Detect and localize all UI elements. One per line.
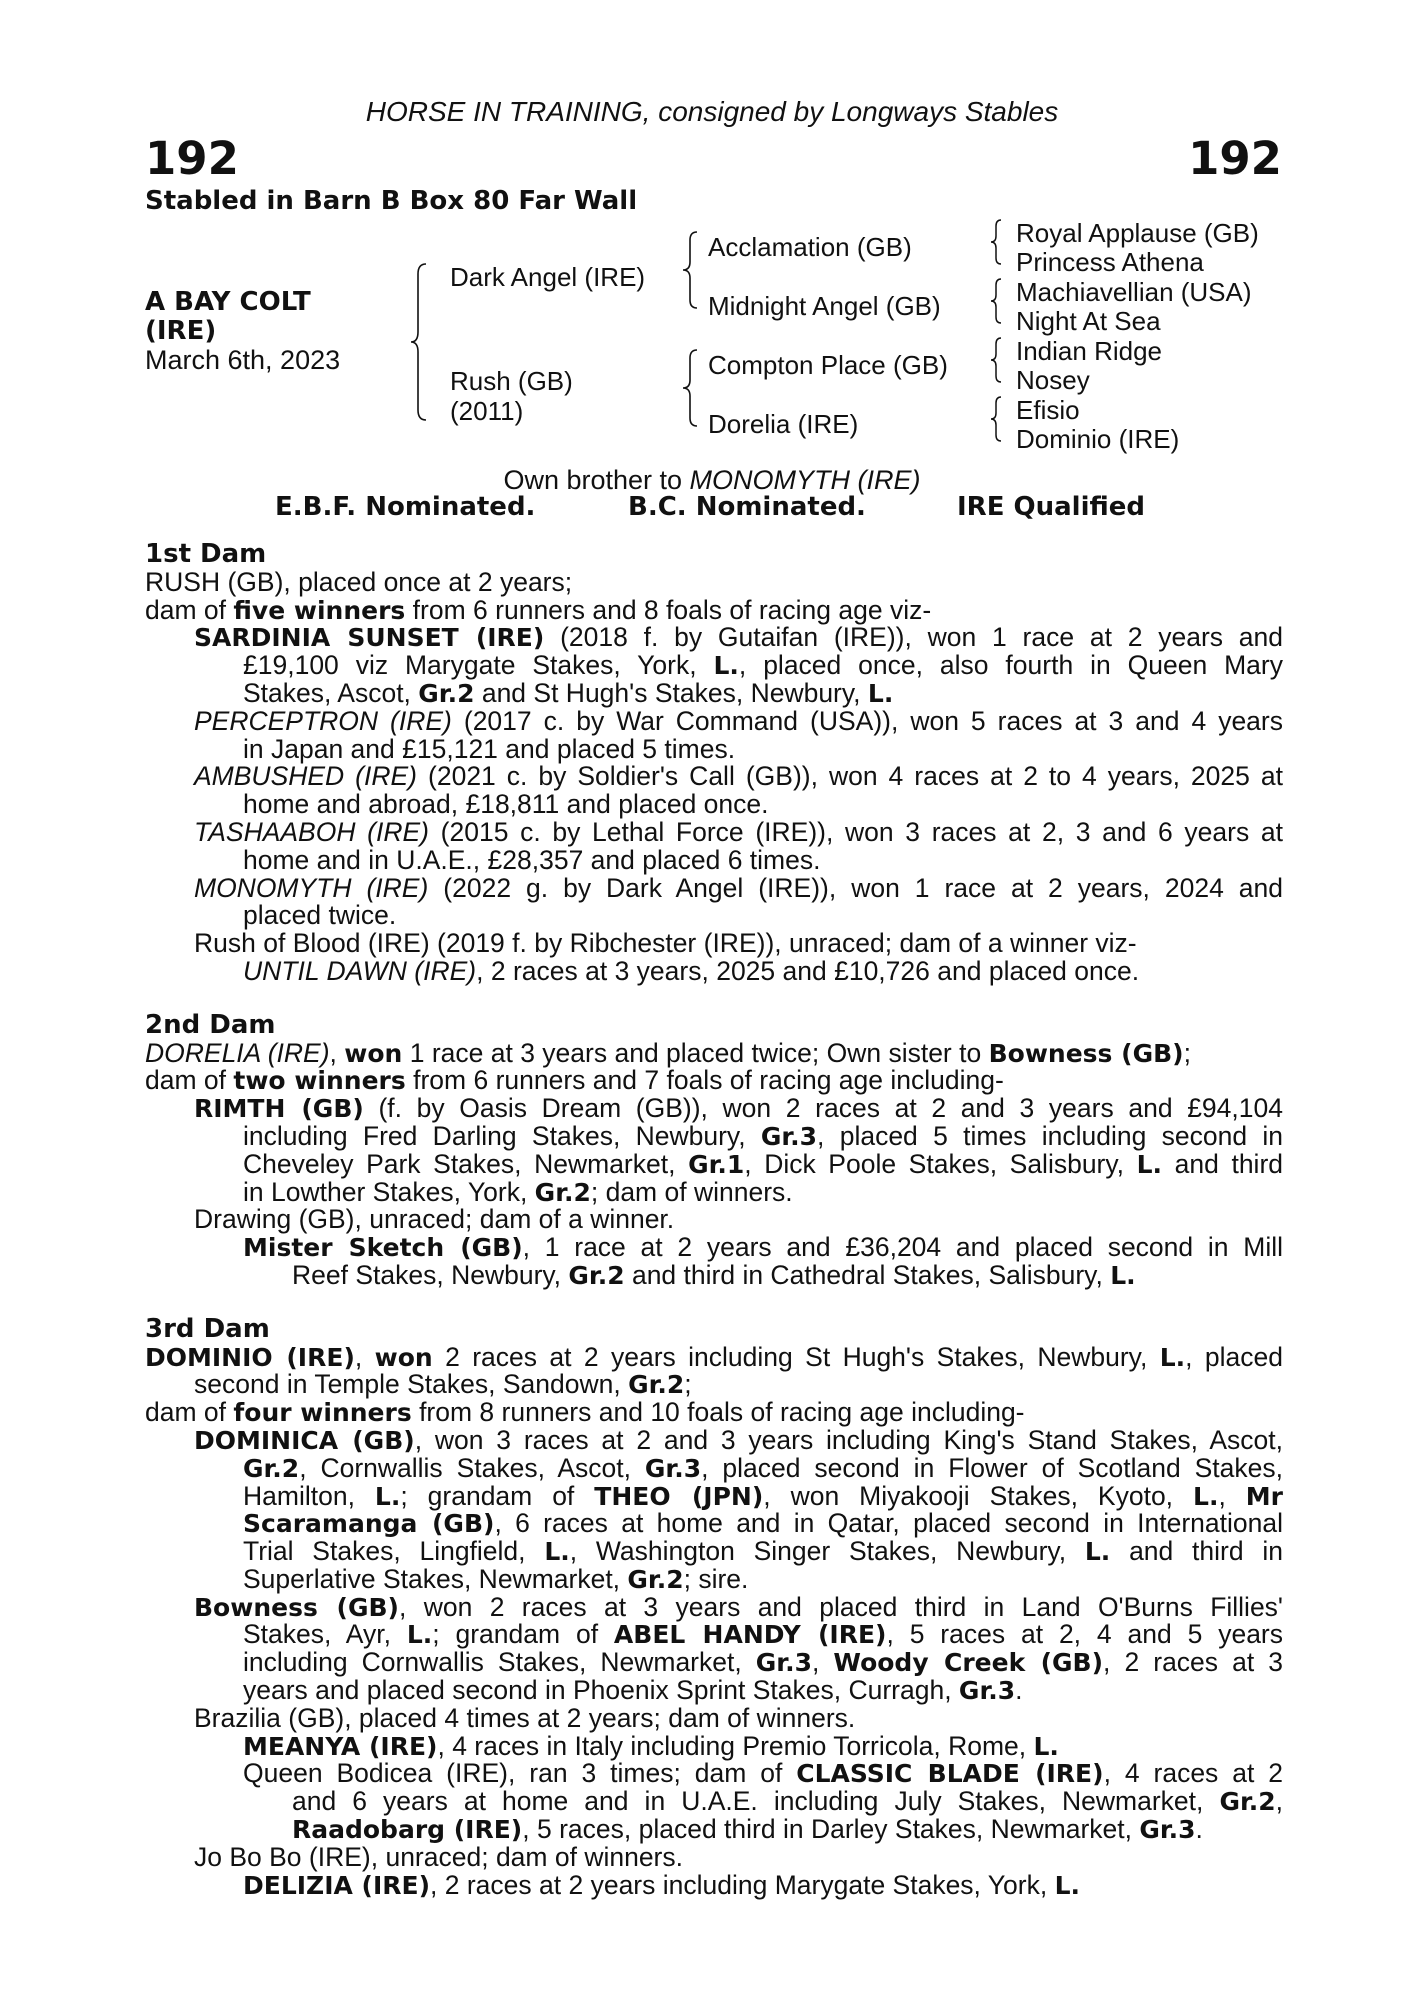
- pedigree-line: [145, 1649, 1283, 1677]
- pedigree-line: [145, 677, 1283, 708]
- bold-text: ABEL HANDY (IRE): [613, 1620, 887, 1650]
- pedigree-line: [145, 844, 1283, 875]
- text: placed twice.: [243, 900, 397, 931]
- pedigree-line: [145, 1234, 1283, 1262]
- dam-section: [145, 1313, 1284, 1900]
- text: home and abroad, £18,811 and placed once.: [243, 789, 769, 820]
- bold-text: Gr.3: [1139, 1815, 1196, 1845]
- text: including Fred Darling Stakes, Newbury,: [243, 1120, 761, 1151]
- pedigree-sire: Dark Angel (IRE): [450, 262, 646, 292]
- text: Rush of Blood (IRE) (2019 f. by Ribchester (IRE)), unraced; dam of a winner viz-: [194, 928, 1137, 959]
- pedigree-brace-sire: [680, 230, 700, 310]
- pedigree-line: [145, 1259, 1283, 1290]
- bold-text: L.: [1110, 1260, 1136, 1290]
- pedigree-ddd: Dominio (IRE): [1016, 424, 1180, 454]
- pedigree-line: [145, 816, 1284, 847]
- text: in Japan and £15,121 and placed 5 times.: [243, 733, 736, 764]
- pedigree-ssd: Princess Athena: [1016, 247, 1204, 277]
- bold-text: L.: [713, 651, 739, 681]
- pedigree-line: [145, 1371, 1283, 1399]
- text: ,: [1275, 1786, 1283, 1817]
- text: and third in: [1110, 1536, 1283, 1567]
- text: and third: [1162, 1148, 1284, 1179]
- pedigree-brace-main: [408, 262, 430, 422]
- bold-text: L.: [544, 1537, 570, 1567]
- text: , placed: [1185, 1341, 1283, 1372]
- text: ,: [354, 1341, 375, 1372]
- pedigree-brace-ss: [988, 218, 1004, 266]
- pedigree-dss: Indian Ridge: [1016, 336, 1162, 366]
- pedigree-dds: Efisio: [1016, 395, 1080, 425]
- pedigree-line: [145, 624, 1283, 652]
- pedigree-line: [145, 791, 1283, 819]
- text: , 6 races at home and in Qatar, placed second in International: [494, 1508, 1283, 1539]
- bold-text: Mister Sketch (GB): [243, 1233, 523, 1263]
- text: , 4 races at 2: [1103, 1758, 1283, 1789]
- pedigree-line: [145, 1037, 1283, 1068]
- pedigree-line: [145, 1399, 1283, 1427]
- italic-text: DORELIA (IRE): [145, 1037, 330, 1068]
- bold-text: Gr.2: [628, 1370, 685, 1400]
- italic-text: UNTIL DAWN (IRE): [243, 955, 477, 986]
- ire-qualified: IRE Qualified: [957, 492, 1146, 522]
- text: and third in Cathedral Stakes, Salisbury,: [624, 1259, 1111, 1290]
- pedigree-brace-dam: [680, 348, 700, 428]
- text: from 6 runners and 7 foals of racing age including-: [405, 1065, 1004, 1096]
- text: from 6 runners and 8 foals of racing age viz-: [405, 594, 932, 625]
- text: , 2 races at 3 years, 2025 and £10,726 and placed once.: [476, 955, 1140, 986]
- text: second in Temple Stakes, Sandown,: [194, 1369, 629, 1400]
- pedigree-line: [145, 1591, 1283, 1622]
- text: Stakes, Ayr,: [243, 1619, 407, 1650]
- text: (f. by Oasis Dream (GB)), won 2 races at 2 and 3 years and £94,104: [363, 1093, 1283, 1124]
- bold-text: Gr.2: [243, 1453, 300, 1483]
- text: RUSH (GB), placed once at 2 years;: [145, 566, 573, 597]
- text: , 5 races, placed third in Darley Stakes, Newmarket,: [522, 1814, 1140, 1845]
- pedigree-line: [145, 705, 1283, 736]
- pedigree-line: [145, 1563, 1283, 1594]
- text: Brazilia (GB), placed 4 times at 2 years; dam of winners.: [194, 1702, 856, 1733]
- horse-description: [145, 288, 340, 375]
- bold-text: Raadobarg (IRE): [292, 1815, 523, 1845]
- pedigree-brace-sd: [988, 277, 1004, 325]
- text: ; grandam of: [400, 1480, 595, 1511]
- section-gap: [145, 986, 1283, 1012]
- horse-sex-color: A BAY COLT: [145, 287, 311, 317]
- pedigree-line: [145, 1730, 1283, 1761]
- bold-text: four winners: [233, 1398, 412, 1428]
- dam-sections: [145, 541, 1283, 1899]
- text: in Lowther Stakes, York,: [243, 1176, 535, 1207]
- pedigree-line: [145, 1621, 1283, 1649]
- section-heading: 3rd Dam: [145, 1313, 270, 1344]
- text: Superlative Stakes, Newmarket,: [243, 1563, 628, 1594]
- pedigree-line: [145, 1816, 1283, 1844]
- bold-text: Gr.3: [760, 1121, 818, 1151]
- own-brother-name: MONOMYTH (IRE): [689, 465, 921, 495]
- pedigree-line: [145, 1702, 1283, 1733]
- pedigree-line: [145, 1176, 1283, 1207]
- text: , placed once, also fourth in Queen Mary: [738, 650, 1283, 681]
- text: £19,100 viz Marygate Stakes, York,: [243, 650, 714, 681]
- pedigree-dam-year: (2011): [450, 396, 524, 426]
- dam-section: [145, 541, 1283, 986]
- pedigree-line: [145, 1480, 1283, 1511]
- bold-text: won: [374, 1342, 433, 1372]
- text: dam of: [145, 1397, 234, 1428]
- pedigree-line: [145, 1841, 1283, 1872]
- pedigree-line: [145, 566, 1283, 597]
- own-brother-prefix: Own brother to: [503, 465, 690, 495]
- text: , 2 races at 3: [1103, 1647, 1283, 1678]
- text: , won 2 races at 3 years and placed third in Land O'Burns Fillies': [398, 1591, 1283, 1622]
- text: Queen Bodicea (IRE), ran 3 times; dam of: [243, 1758, 797, 1789]
- text: ; grandam of: [432, 1619, 614, 1650]
- pedigree-dam-sire: Compton Place (GB): [708, 350, 948, 380]
- section-heading: 2nd Dam: [145, 1009, 276, 1040]
- text: , 1 race at 2 years and £36,204 and placed second in Mill: [522, 1232, 1284, 1263]
- pedigree-dsd: Nosey: [1016, 365, 1090, 395]
- bold-text: THEO (JPN): [594, 1481, 764, 1511]
- text: Hamilton,: [243, 1480, 375, 1511]
- horse-origin: (IRE): [145, 316, 217, 346]
- text: (2015 c. by Lethal Force (IRE)), won 3 races at 2, 3 and 6 years at: [428, 816, 1284, 847]
- text: dam of: [145, 594, 234, 625]
- pedigree-line: [145, 1452, 1283, 1483]
- pedigree-brace-dd: [988, 395, 1004, 443]
- pedigree-line: [145, 1788, 1283, 1816]
- pedigree-line: [145, 1095, 1283, 1123]
- italic-text: PERCEPTRON (IRE): [194, 705, 452, 736]
- italic-text: TASHAABOH (IRE): [194, 816, 429, 847]
- pedigree-dam: Rush (GB): [450, 366, 573, 396]
- bold-text: SARDINIA SUNSET (IRE): [194, 623, 545, 653]
- text: dam of: [145, 1065, 234, 1096]
- pedigree-line: [145, 1206, 1283, 1234]
- lot-number-left: 192: [145, 132, 239, 185]
- pedigree-line: [145, 902, 1283, 930]
- pedigree-line: [145, 1148, 1284, 1179]
- bold-text: Mr: [1245, 1481, 1283, 1511]
- pedigree-line: [145, 1067, 1283, 1095]
- bold-text: Gr.2: [534, 1177, 591, 1207]
- text: home and in U.A.E., £28,357 and placed 6 times.: [243, 844, 821, 875]
- bold-text: Bowness (GB): [988, 1038, 1184, 1068]
- pedigree-line: [145, 1510, 1283, 1538]
- pedigree-line: [145, 1120, 1283, 1151]
- bold-text: RIMTH (GB): [194, 1094, 364, 1124]
- bold-text: L.: [1136, 1149, 1163, 1179]
- section-heading: 1st Dam: [145, 539, 267, 569]
- bold-text: Scaramanga (GB): [243, 1509, 495, 1539]
- text: ,: [329, 1037, 345, 1068]
- text: , placed second in Flower of Scotland Stakes,: [701, 1452, 1283, 1483]
- pedigree-line: [145, 1677, 1283, 1705]
- text: 1 race at 3 years and placed twice; Own sister to: [402, 1037, 989, 1068]
- pedigree-brace-ds: [988, 336, 1004, 384]
- text: ,: [1218, 1480, 1246, 1511]
- pedigree-line: [145, 872, 1284, 903]
- pedigree-line: [145, 930, 1283, 958]
- bc-nominated: B.C. Nominated.: [628, 492, 866, 522]
- text: , Dick Poole Stakes, Salisbury,: [744, 1148, 1137, 1179]
- text: Reef Stakes, Newbury,: [292, 1259, 569, 1290]
- bold-text: DOMINIO (IRE): [145, 1342, 355, 1372]
- stabled-location: Stabled in Barn B Box 80 Far Wall: [145, 186, 638, 216]
- pedigree-line: [145, 955, 1283, 986]
- bold-text: Gr.2: [568, 1260, 625, 1290]
- bold-text: L.: [406, 1620, 433, 1650]
- text: ;: [1183, 1037, 1191, 1068]
- text: ; dam of winners.: [590, 1176, 793, 1207]
- lot-number-right: 192: [1188, 132, 1282, 185]
- text: , 5 races at 2, 4 and 5 years: [886, 1619, 1284, 1650]
- italic-text: MONOMYTH (IRE): [194, 872, 429, 903]
- pedigree-sire-dam: Midnight Angel (GB): [708, 291, 941, 321]
- text: and St Hugh's Stakes, Newbury,: [474, 677, 868, 708]
- bold-text: L.: [1193, 1481, 1219, 1511]
- bold-text: DOMINICA (GB): [194, 1425, 415, 1455]
- text: Stakes, Ascot,: [243, 677, 419, 708]
- pedigree-line: [145, 733, 1283, 764]
- bold-text: Bowness (GB): [194, 1592, 399, 1622]
- ebf-nominated: E.B.F. Nominated.: [275, 492, 536, 522]
- bold-text: L.: [1033, 1731, 1059, 1761]
- bold-text: MEANYA (IRE): [243, 1731, 438, 1761]
- pedigree-line: [145, 1341, 1283, 1372]
- text: ,: [811, 1647, 834, 1678]
- text: .: [1015, 1675, 1023, 1706]
- bold-text: Gr.3: [644, 1453, 702, 1483]
- text: ; sire.: [683, 1563, 749, 1594]
- pedigree-sire-sire: Acclamation (GB): [708, 232, 912, 262]
- text: (2021 c. by Soldier's Call (GB)), won 4 races at 2 to 4 years, 2025 at: [417, 761, 1283, 792]
- pedigree-line: [145, 594, 1283, 625]
- bold-text: L.: [1054, 1870, 1081, 1900]
- text: Drawing (GB), unraced; dam of a winner.: [194, 1204, 675, 1235]
- pedigree-dam-dam: Dorelia (IRE): [708, 409, 859, 439]
- pedigree-sss: Royal Applause (GB): [1016, 218, 1259, 248]
- text: (2022 g. by Dark Angel (IRE)), won 1 race at 2 years, 2024 and: [428, 872, 1284, 903]
- pedigree-line: [145, 1538, 1283, 1566]
- pedigree-line: [145, 763, 1283, 791]
- pedigree-line: [145, 1760, 1283, 1788]
- pedigree-line: [145, 652, 1283, 680]
- consignment-line: HORSE IN TRAINING, consigned by Longways Stables: [365, 96, 1059, 127]
- text: .: [1195, 1814, 1203, 1845]
- bold-text: Gr.2: [627, 1564, 684, 1594]
- text: , Washington Singer Stakes, Newbury,: [569, 1536, 1085, 1567]
- text: and 6 years at home and in U.A.E. including July Stakes, Newmarket,: [292, 1786, 1220, 1817]
- italic-text: AMBUSHED (IRE): [194, 761, 418, 792]
- horse-dob: March 6th, 2023: [145, 345, 341, 375]
- bold-text: Gr.3: [958, 1676, 1016, 1706]
- bold-text: L.: [374, 1481, 401, 1511]
- text: including Cornwallis Stakes, Newmarket,: [243, 1647, 756, 1678]
- text: (2017 c. by War Command (USA)), won 5 races at 3 and 4 years: [451, 705, 1283, 736]
- text: Jo Bo Bo (IRE), unraced; dam of winners.: [194, 1841, 683, 1872]
- text: Trial Stakes, Lingfield,: [243, 1536, 545, 1567]
- bold-text: L.: [1159, 1342, 1186, 1372]
- text: Cheveley Park Stakes, Newmarket,: [243, 1148, 689, 1179]
- text: (2018 f. by Gutaifan (IRE)), won 1 race at 2 years and: [544, 622, 1283, 653]
- text: , placed 5 times including second in: [817, 1120, 1283, 1151]
- bold-text: five winners: [233, 595, 406, 625]
- section-gap: [145, 1290, 1283, 1316]
- text: , won 3 races at 2 and 3 years including King's Stand Stakes, Ascot,: [414, 1424, 1284, 1455]
- text: , won Miyakooji Stakes, Kyoto,: [763, 1480, 1194, 1511]
- bold-text: won: [344, 1038, 403, 1068]
- bold-text: DELIZIA (IRE): [243, 1870, 431, 1900]
- bold-text: Gr.2: [418, 678, 475, 708]
- bold-text: CLASSIC BLADE (IRE): [796, 1759, 1104, 1789]
- text: , Cornwallis Stakes, Ascot,: [299, 1452, 645, 1483]
- bold-text: two winners: [233, 1066, 406, 1096]
- text: years and placed second in Phoenix Sprint Stakes, Curragh,: [243, 1675, 959, 1706]
- text: ;: [684, 1369, 692, 1400]
- text: 2 races at 2 years including St Hugh's Stakes, Newbury,: [432, 1341, 1160, 1372]
- text: , 4 races in Italy including Premio Torricola, Rome,: [437, 1730, 1034, 1761]
- pedigree-sds: Machiavellian (USA): [1016, 277, 1252, 307]
- pedigree-sdd: Night At Sea: [1016, 306, 1161, 336]
- pedigree-line: [145, 1869, 1283, 1900]
- bold-text: Gr.2: [1219, 1787, 1276, 1817]
- bold-text: Gr.3: [755, 1648, 812, 1678]
- bold-text: L.: [1084, 1537, 1111, 1567]
- text: from 8 runners and 10 foals of racing age including-: [411, 1397, 1025, 1428]
- bold-text: L.: [867, 678, 894, 708]
- text: , 2 races at 2 years including Marygate Stakes, York,: [430, 1869, 1055, 1900]
- bold-text: Gr.1: [688, 1149, 745, 1179]
- dam-section: [145, 1009, 1284, 1290]
- pedigree-line: [145, 1424, 1284, 1455]
- bold-text: Woody Creek (GB): [833, 1648, 1104, 1678]
